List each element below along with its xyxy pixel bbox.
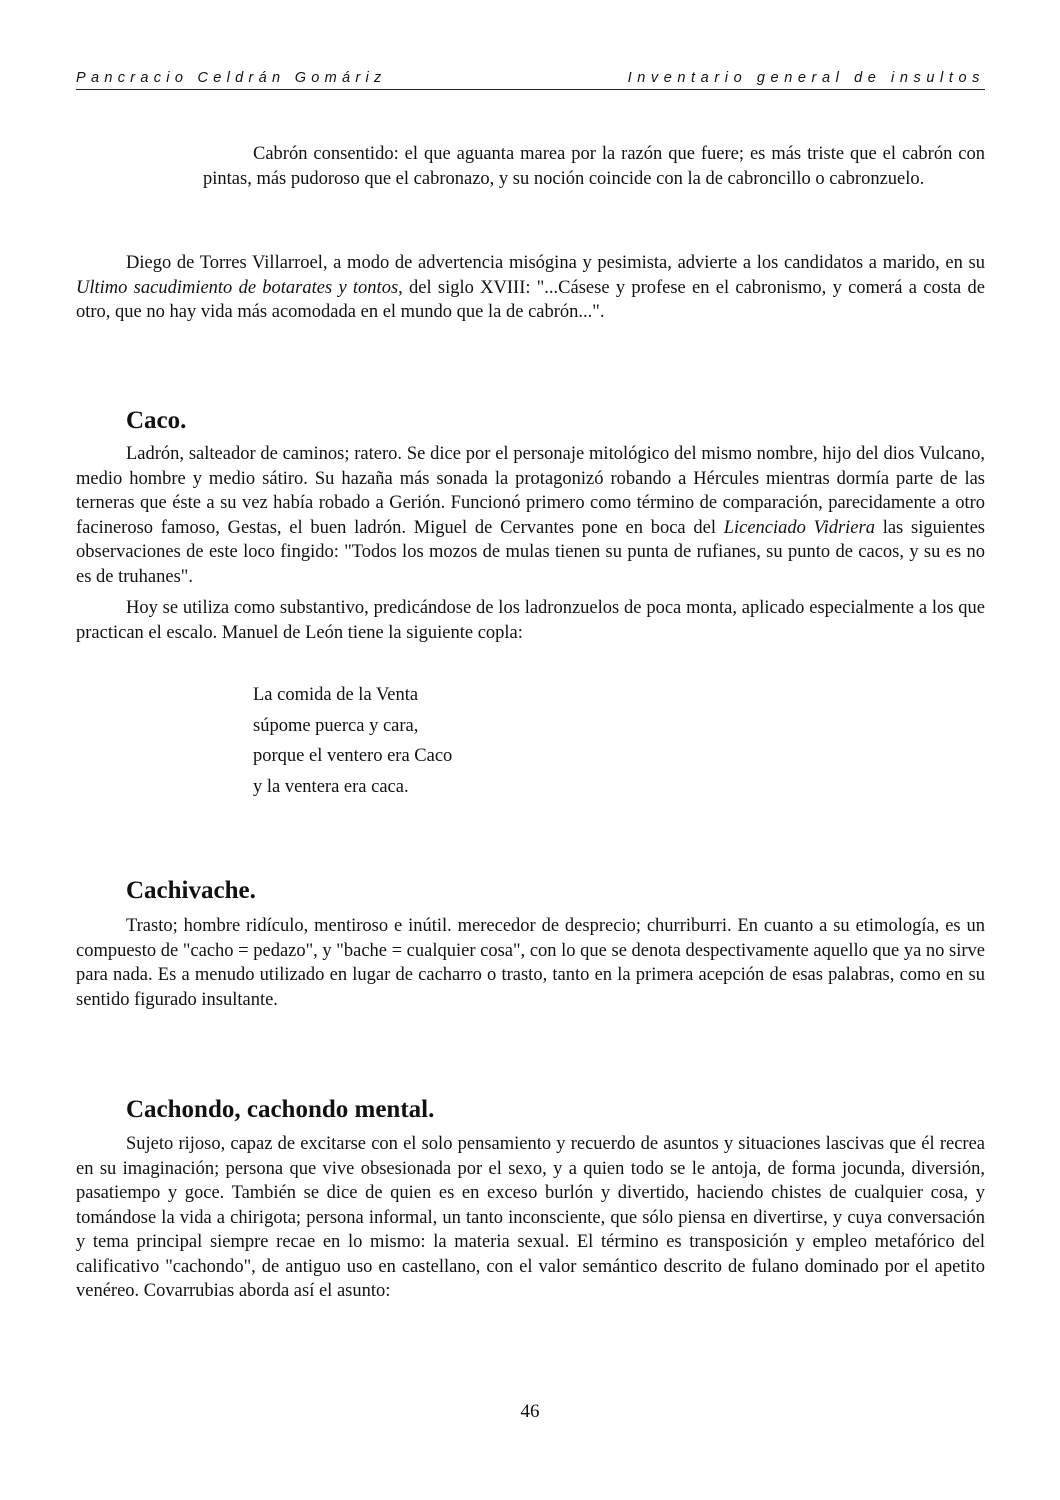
text-run: , del siglo XVIII: "...Cásese y profese en el cabronismo, y comerá a costa de otro, que no hay vida más acomodada en el mundo que la de cabrón...".: [76, 277, 985, 322]
entry-heading-cachondo: Cachondo, cachondo mental.: [126, 1096, 435, 1123]
verse-line: súpome puerca y cara,: [253, 715, 419, 736]
entry-heading-cachivache: Cachivache.: [126, 877, 256, 904]
header-book-title: Inventario general de insultos: [627, 70, 985, 86]
work-title: Licenciado Vidriera: [723, 517, 875, 538]
work-title: Ultimo sacudimiento de botarates y tontos: [76, 277, 399, 298]
paragraph-caco-definition: [76, 442, 985, 589]
entry-heading-caco: Caco.: [126, 407, 187, 434]
paragraph-cachivache-definition: Trasto; hombre ridículo, mentiroso e inútil. merecedor de desprecio; churriburri. En cuanto a su etimología, es un compuesto de "cacho = pedazo", y "bache = cualquier cosa", con lo que se denota despectivamente aquello que ya no sirve para nada. Es a menudo utilizado en lugar de cacharro o trasto, tanto en la primera acepción de esas palabras, como en su sentido figurado insultante.: [76, 916, 985, 1010]
page-number: 46: [520, 1401, 540, 1422]
paragraph-cachondo-definition: Sujeto rijoso, capaz de excitarse con el solo pensamiento y recuerdo de asuntos y situaciones lascivas que él recrea en su imaginación; persona que vive obsesionada por el sexo, y a quien todo se le antoja, de forma jocunda, diversión, pasatiempo y goce. También se dice de quien es en exceso burlón y divertido, haciendo chistes de cualquier cosa, y tomándose la vida a chirigota; persona informal, un tanto inconsciente, que sólo piensa en divertirse, y cuya conversación y tema principal siempre recae en lo mismo: la materia sexual. El término es transposición y empleo metafórico del calificativo "cachondo", de antiguo uso en castellano, con el valor semántico descrito de fulano dominado por el apetito venéreo. Covarrubias aborda así el asunto:: [76, 1134, 985, 1301]
header-author: Pancracio Celdrán Gomáriz: [76, 70, 387, 86]
verse-copla: [253, 680, 452, 802]
paragraph-caco-usage: Hoy se utiliza como substantivo, predicándose de los ladronzuelos de poca monta, aplicado especialmente a los que practican el escalo. Manuel de León tiene la siguiente copla:: [76, 598, 985, 643]
running-header: [76, 68, 985, 90]
text-run: Diego de Torres Villarroel, a modo de advertencia misógina y pesimista, advierte a los candidatos a marido, en su: [126, 253, 985, 273]
paragraph-torres-villarroel: [76, 251, 985, 325]
indented-quote: Cabrón consentido: el que aguanta marea por la razón que fuere; es más triste que el cabrón con pintas, más pudoroso que el cabronazo, y su noción coincide con la de cabroncillo o cabronzuelo.: [203, 144, 985, 189]
text-run: las siguientes observaciones de este loco fingido: "Todos los mozos de mulas tienen su punta de rufianes, su punto de cacos, y su es no es de truhanes".: [76, 517, 985, 587]
verse-line: porque el ventero era Caco: [253, 746, 453, 766]
text-run: Ladrón, salteador de caminos; ratero. Se dice por el personaje mitológico del mismo nombre, hijo del dios Vulcano, medio hombre y medio sátiro. Su hazaña más sonada la protagonizó robando a Hércules mientras dormía parte de las terneras que éste a su vez había robado a Gerión. Funcionó primero como término de comparación, parecidamente a otro facineroso famoso, Gestas, el buen ladrón. Miguel de Cervantes pone en boca del: [76, 444, 985, 538]
verse-line: La comida de la Venta: [253, 685, 419, 705]
verse-line: y la ventera era caca.: [253, 776, 409, 797]
